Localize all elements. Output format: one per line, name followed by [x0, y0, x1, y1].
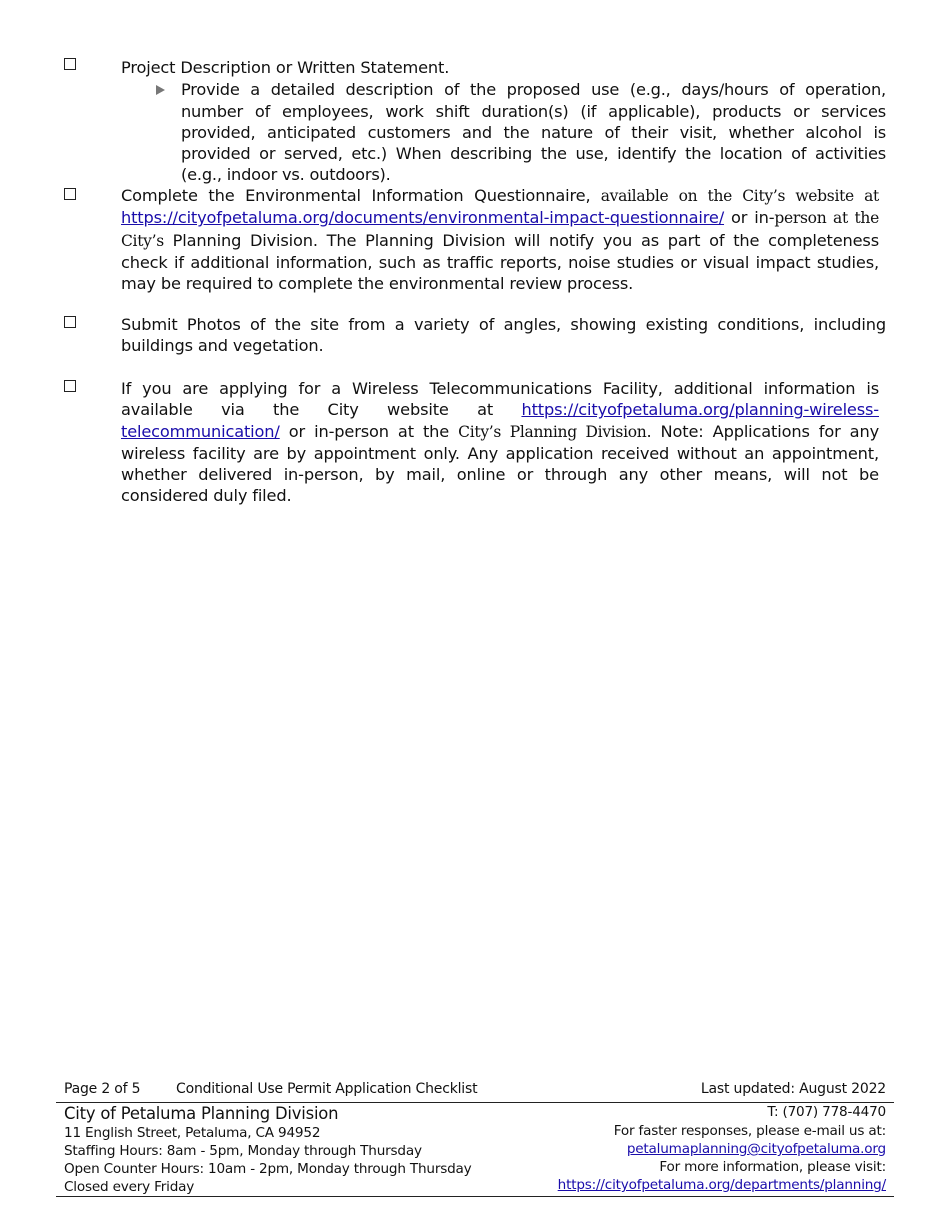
- checklist-item-project-description: [64, 57, 886, 186]
- checkbox[interactable]: [64, 188, 76, 200]
- checklist-item-environmental-questionnaire: [64, 185, 886, 294]
- phone-number: T: (707) 778-4470: [767, 1104, 886, 1120]
- document-title: Conditional Use Permit Application Checklist: [176, 1081, 478, 1097]
- item-text: or in-person at the: [279, 421, 459, 441]
- checklist-item-submit-photos: [64, 314, 886, 357]
- wireless-info-link[interactable]: https://cityofpetaluma.org/planning-wireless-telecommunication/: [121, 400, 879, 441]
- visit-prompt: For more information, please visit:: [659, 1159, 886, 1175]
- address: 11 English Street, Petaluma, CA 94952: [64, 1125, 321, 1141]
- footer-contact-right: [486, 1103, 886, 1194]
- item-text-serif: person at the City’s: [121, 209, 879, 250]
- checkbox[interactable]: [64, 380, 76, 392]
- sub-item: [181, 79, 886, 185]
- footer-contact-left: [64, 1103, 494, 1196]
- item-text: Submit Photos of the site from a variety of angles, showing existing conditions, including buildings and vegetation.: [121, 315, 886, 356]
- arrow-bullet-icon: [156, 85, 165, 95]
- planning-website-link[interactable]: https://cityofpetaluma.org/departments/planning/: [557, 1177, 886, 1193]
- item-text: Planning Division. The Planning Division will notify you as part of the completeness check if additional information, such as traffic reports, noise studies or visual impact studies, may be required to complete the environmental review process.: [121, 230, 879, 294]
- item-lead: Complete the Environmental Information Questionnaire,: [121, 186, 591, 205]
- footer-meta: [64, 1079, 886, 1099]
- sub-item-text: Provide a detailed description of the proposed use (e.g., days/hours of operation, number of employees, work shift duration(s) (if applicable), products or services provided, anticipated customers and the nature of their visit, whether alcohol is provided or served, etc.) When describing the use, identify the location of activities (e.g., indoor vs. outdoors).: [181, 80, 886, 185]
- item-text-serif: available on the City’s website at: [590, 187, 879, 205]
- item-text-serif: City’s Planning Division: [458, 422, 647, 441]
- page-number: Page 2 of 5: [64, 1081, 141, 1097]
- checkbox[interactable]: [64, 58, 76, 70]
- counter-hours: Open Counter Hours: 10am - 2pm, Monday through Thursday: [64, 1161, 472, 1177]
- questionnaire-link[interactable]: https://cityofpetaluma.org/documents/environmental-impact-questionnaire/: [121, 208, 725, 228]
- staffing-hours: Staffing Hours: 8am - 5pm, Monday through Thursday: [64, 1143, 422, 1159]
- item-title: Project Description or Written Statement.: [121, 58, 450, 77]
- footer-divider-bottom: [56, 1196, 894, 1197]
- last-updated: Last updated: August 2022: [700, 1081, 886, 1097]
- item-text: . Note: Applications for any wireless facility are by appointment only. Any application received without an appointment, whether delivered in-person, by mail, online or through any other means, will not be considered duly filed.: [121, 421, 879, 506]
- item-lead: If you are applying for a Wireless Telecommunications Facility, additional information is available via the City website at: [121, 379, 879, 420]
- checklist-item-wireless-facility: [64, 378, 886, 507]
- email-link[interactable]: petalumaplanning@cityofpetaluma.org: [626, 1141, 886, 1157]
- checkbox[interactable]: [64, 316, 76, 328]
- email-prompt: For faster responses, please e-mail us at:: [613, 1123, 886, 1139]
- organization-name: City of Petaluma Planning Division: [64, 1104, 339, 1123]
- item-text: or in-: [724, 208, 775, 228]
- closed-notice: Closed every Friday: [64, 1179, 195, 1195]
